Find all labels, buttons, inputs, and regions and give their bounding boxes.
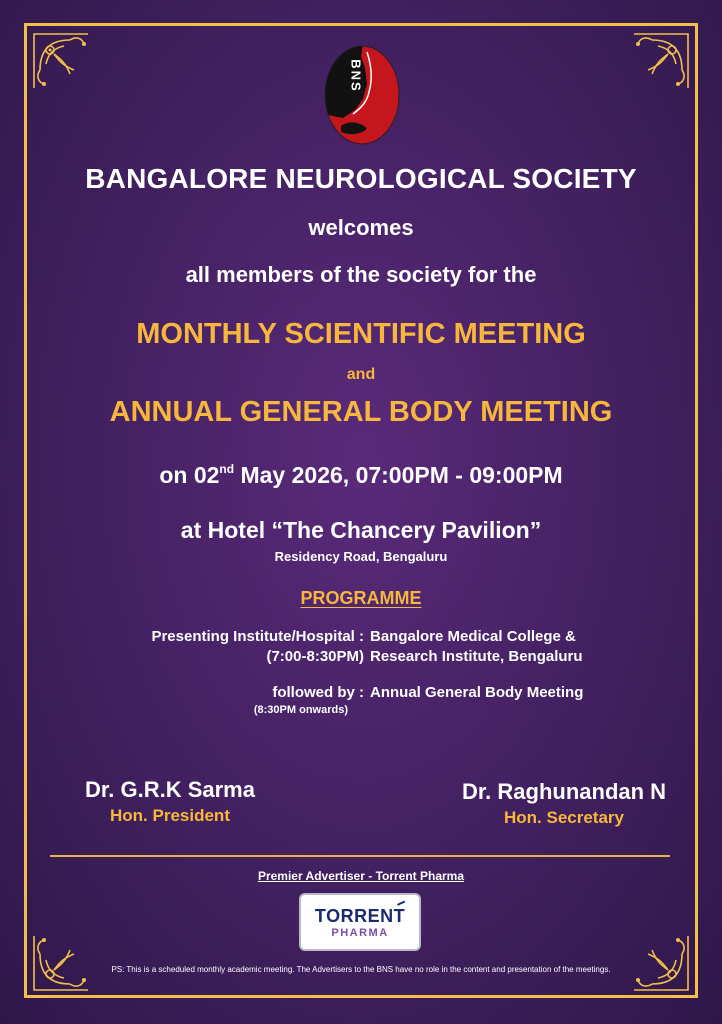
logo-text: BNS [348,59,364,93]
corner-ornament-icon [30,30,92,92]
society-name: BANGALORE NEUROLOGICAL SOCIETY [85,163,637,194]
event-date: on 02nd May 2026, 07:00PM - 09:00PM [159,462,563,488]
signatory-role: Hon. Secretary [504,808,624,827]
programme-value: Research Institute, Bengaluru [370,648,583,665]
signatory-name: Dr. Raghunandan N [461,779,667,804]
corner-ornament-icon [630,932,692,994]
programme-value: Annual General Body Meeting [370,684,584,701]
event-and: and [346,366,376,383]
brand-name: TORRENT [314,906,406,926]
event-title-monthly: MONTHLY SCIENTIFIC MEETING [136,318,586,350]
brand-sub: PHARMA [331,927,389,939]
programme-value: Bangalore Medical College & [370,628,576,645]
programme-label: followed by : [272,684,364,701]
programme-heading: PROGRAMME [300,588,422,608]
programme-label: Presenting Institute/Hospital : [151,628,364,645]
disclaimer-text: PS: This is a scheduled monthly academic meeting. The Advertisers to the BNS have no role in the content and presentation of the meetings. [111,965,611,974]
corner-ornament-icon [630,30,692,92]
signatory-name: Dr. G.R.K Sarma [85,777,255,802]
signatory-secretary [438,779,690,828]
programme-sublabel: (7:00-8:30PM) [266,648,364,665]
signatory-role: Hon. President [110,806,230,825]
signatory-president [60,777,280,826]
welcomes-text: welcomes [308,215,414,240]
torrent-pharma-logo [299,893,421,951]
corner-ornament-icon [30,932,92,994]
programme-sublabel: (8:30PM onwards) [253,704,348,716]
advertiser-label: Premier Advertiser - Torrent Pharma [257,869,465,883]
divider [50,855,670,857]
event-title-agbm: ANNUAL GENERAL BODY MEETING [109,396,613,428]
members-text: all members of the society for the [185,262,537,287]
event-venue: at Hotel “The Chancery Pavilion” [180,517,542,543]
bns-logo [323,44,401,146]
event-address: Residency Road, Bengaluru [274,549,448,564]
